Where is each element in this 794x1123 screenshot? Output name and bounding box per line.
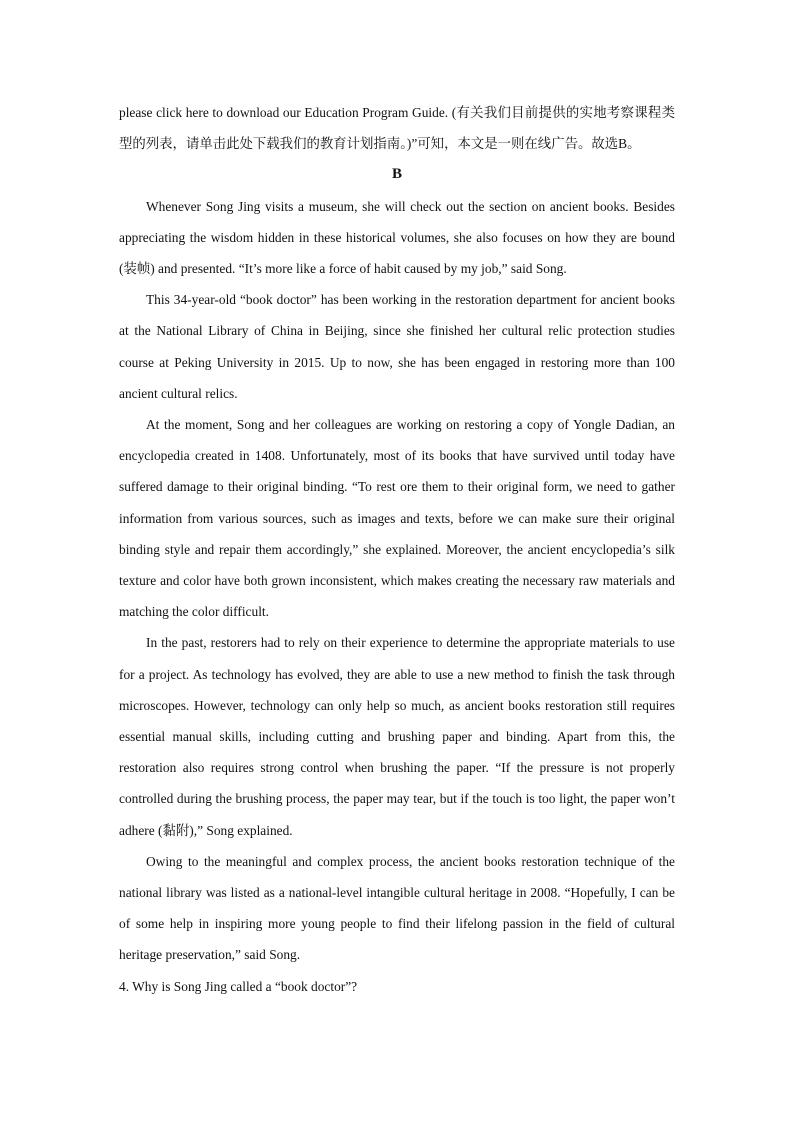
paragraph-2: This 34-year-old “book doctor” has been working in the restoration department for ancient books at the National Library of China in Beijing, since she finished her cultural relic protection studies course at Peking University in 2015. Up to now, she has been engaged in restoring more than 100 ancient cultural relics. bbox=[119, 292, 675, 401]
intro-continuation: please click here to download our Education Program Guide. (有关我们目前提供的实地考察课程类型的列表，请单击此处下载我们的教育计划指南。)”可知，本文是一则在线广告。故选B。 bbox=[119, 105, 675, 152]
paragraph-5: Owing to the meaningful and complex process, the ancient books restoration technique of the national library was listed as a national-level intangible cultural heritage in 2008. “Hopefully, I can be of some help in inspiring more young people to find their lifelong passion in the field of cultural heritage preservation,” said Song. bbox=[119, 853, 675, 963]
paragraph-4: In the past, restorers had to rely on their experience to determine the appropriate materials to use for a project. As technology has evolved, they are able to use a new method to finish the task through microscopes. However, technology can only help so much, as ancient books restoration still requires essential manual skills, including cutting and brushing paper and binding. Apart from this, the restoration also requires strong control when brushing the paper. “If the pressure is not properly controlled during the brushing process, the paper may tear, but if the touch is too light, the paper won’t adhere (黏附),” Song explained. bbox=[119, 635, 675, 838]
paragraph-3: At the moment, Song and her colleagues are working on restoring a copy of Yongle Dadian, an encyclopedia created in 1408. Unfortunately, most of its books that have survived until today have suffered damage to their original binding. “To rest ore them to their original form, we need to gather information from various sources, such as images and texts, before we can make sure their original binding style and repair them accordingly,” she explained. Moreover, the ancient encyclopedia’s silk texture and color have both grown inconsistent, which makes creating the necessary raw materials and matching the color difficult. bbox=[119, 417, 675, 620]
section-title: B bbox=[391, 166, 402, 183]
document-page bbox=[119, 97, 675, 1002]
paragraph-1: Whenever Song Jing visits a museum, she will check out the section on ancient books. Besides appreciating the wisdom hidden in these historical volumes, she also focuses on how they are bound (装帧) and presented. “It’s more like a force of habit caused by my job,” said Song. bbox=[119, 198, 675, 277]
question-4: 4. Why is Song Jing called a “book doctor”? bbox=[119, 978, 358, 994]
